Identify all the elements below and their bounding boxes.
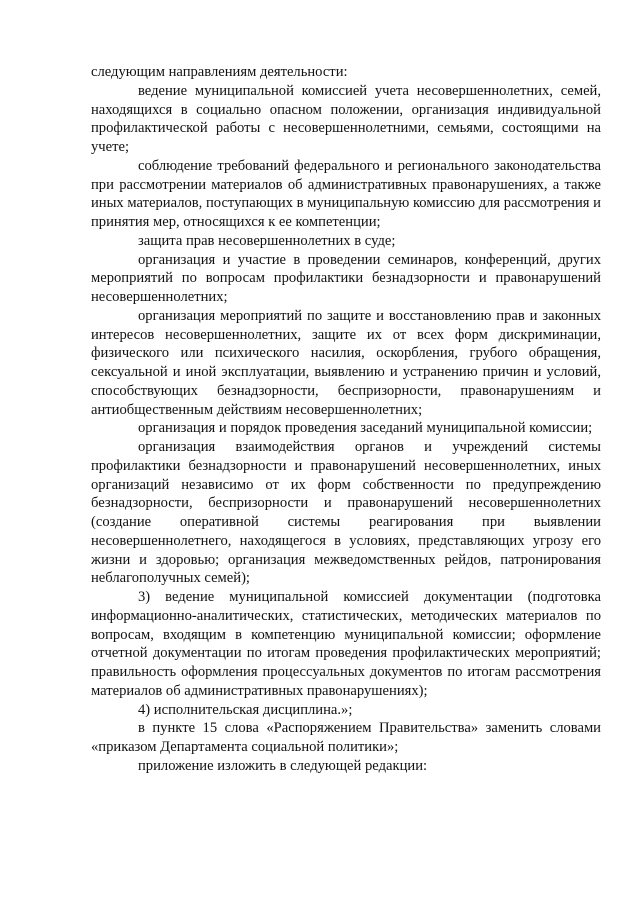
paragraph-9: 3) ведение муниципальной комиссией документации (подготовка информационно-аналитических, статистических, методических материалов по вопросам, входящим в компетенцию муниципальной комиссии; оформление отчетной документации по итогам проведения профилактических мероприятий; правильность оформления процессуальных документов по итогам рассмотрения материалов об административных правонарушениях);: [91, 589, 601, 699]
paragraph-6: организация мероприятий по защите и восстановлению прав и законных интересов несовершеннолетних, защите их от всех форм дискриминации, физического или психического насилия, оскорбления, грубого обращения, сексуальной и иной эксплуатации, выявлению и устранению причин и условий, способствующих безнадзорности, беспризорности, правонарушениям и антиобщественным действиям несовершеннолетних;: [91, 307, 601, 418]
paragraph-2: ведение муниципальной комиссией учета несовершеннолетних, семей, находящихся в социально опасном положении, организация индивидуальной профилактической работы с несовершеннолетними, семьями, состоящими на учете;: [91, 82, 601, 155]
paragraph-4: защита прав несовершеннолетних в суде;: [138, 232, 396, 249]
paragraph-3: соблюдение требований федерального и регионального законодательства при рассмотрении материалов об административных правонарушениях, а также иных материалов, поступающих в муниципальную комиссию для рассмотрения и принятия мер, относящихся к ее компетенции;: [91, 157, 601, 230]
paragraph-1: следующим направлениям деятельности:: [91, 64, 348, 80]
document-page: [91, 63, 601, 776]
paragraph-11: в пункте 15 слова «Распоряжением Правительства» заменить словами «приказом Департамента социальной политики»;: [91, 720, 601, 755]
paragraph-8: организация взаимодействия органов и учреждений системы профилактики безнадзорности и правонарушений несовершеннолетних, иных организаций независимо от их форм собственности по предупреждению безнадзорности, беспризорности и правонарушений несовершеннолетних (создание оперативной системы реагирования при выявлении несовершеннолетнего, находящегося в условиях, представляющих угрозу его жизни и здоровью; организация межведомственных рейдов, патронирования неблагополучных семей);: [91, 439, 601, 587]
paragraph-10: 4) исполнительская дисциплина.»;: [138, 701, 353, 718]
paragraph-7: организация и порядок проведения заседаний муниципальной комиссии;: [138, 420, 593, 437]
paragraph-5: организация и участие в проведении семинаров, конференций, других мероприятий по вопросам профилактики безнадзорности и правонарушений несовершеннолетних;: [91, 251, 601, 305]
paragraph-12: приложение изложить в следующей редакции:: [138, 757, 428, 774]
